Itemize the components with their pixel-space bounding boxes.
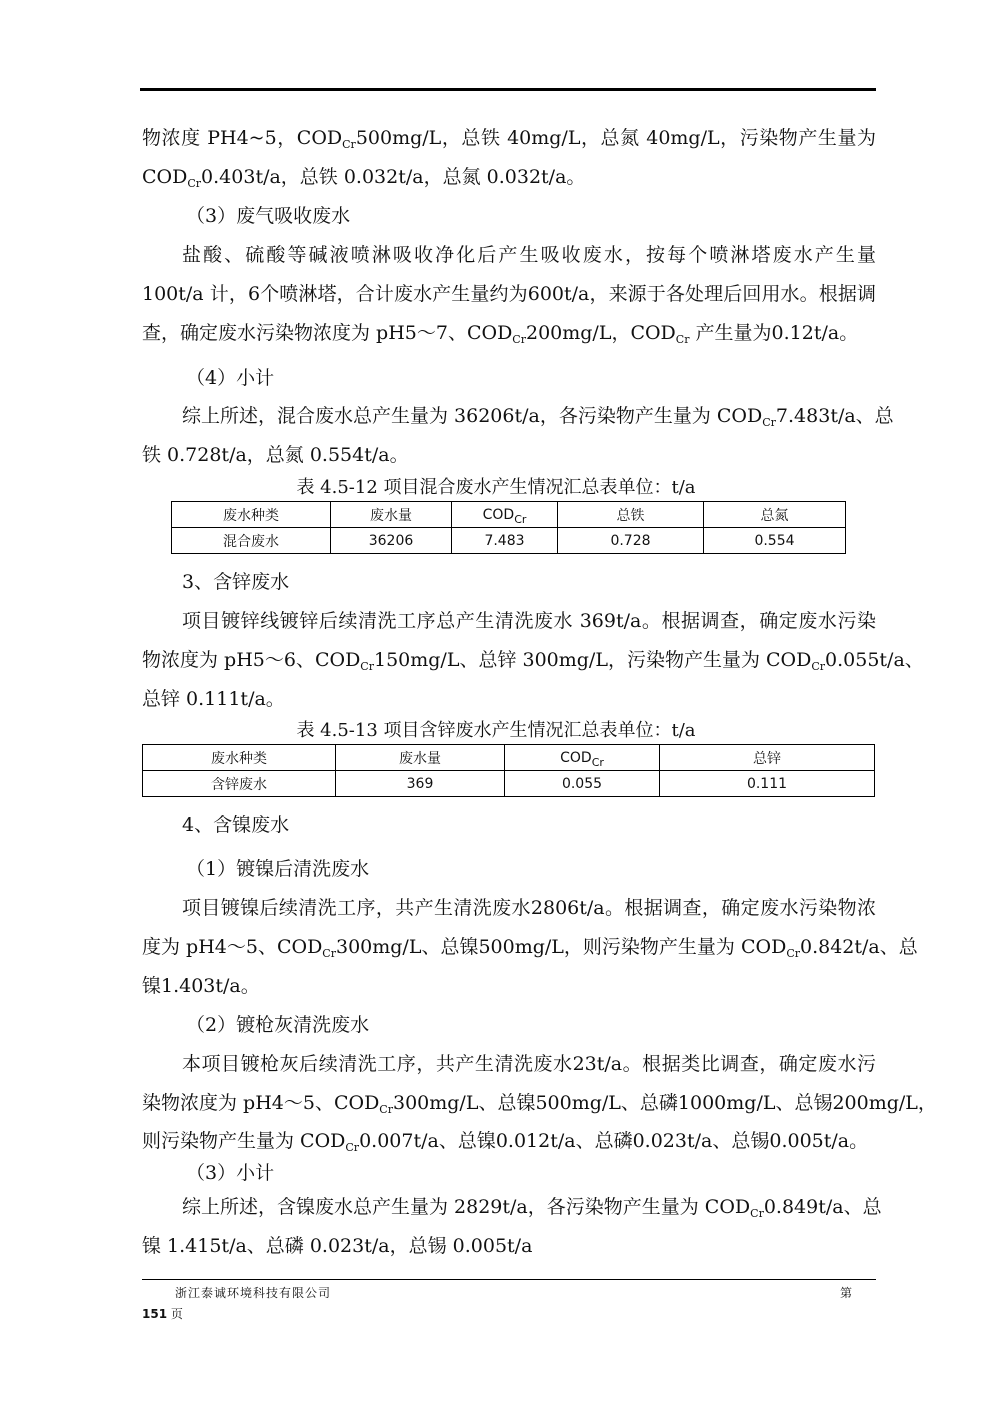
header-cell: 总锌 (660, 745, 875, 771)
header-cell: 总铁 (558, 502, 704, 528)
text-line: 项目镀镍后续清洗工序，共产生清洗废水2806t/a。根据调查，确定废水污染物浓 (182, 897, 876, 919)
text-line: 项目镀锌线镀锌后续清洗工序总产生清洗废水 369t/a。根据调查，确定废水污染 (182, 610, 876, 632)
header-cell: 废水量 (331, 502, 452, 528)
header-cell: 废水种类 (172, 502, 331, 528)
mixed-wastewater-table (171, 501, 846, 554)
header-cell: 废水量 (336, 745, 505, 771)
header-cell: 总氮 (704, 502, 846, 528)
text-line: 总锌 0.111t/a。 (142, 688, 285, 710)
table-cell: 7.483 (452, 528, 558, 554)
table-cell: 0.554 (704, 528, 846, 554)
table-header-row (143, 745, 875, 771)
table-cell: 0.728 (558, 528, 704, 554)
section-heading: （1）镀镍后清洗废水 (186, 858, 370, 880)
table-header-row (172, 502, 846, 528)
text-line: 100t/a 计，6个喷淋塔，合计废水产生量约为600t/a，来源于各处理后回用水。根据调 (142, 283, 876, 305)
text-line: 度为 pH4～5、$COD_{Cr}300mg/L$、总镍500mg/L，则污染物产生量为 $COD_{Cr}0.842t/a$、总 (142, 936, 918, 960)
footer-page-prefix: 第 (840, 1286, 853, 1300)
text-line: 物浓度为 pH5～6、$COD_{Cr}150mg/L$、总锌 300mg/L，污染物产生量为 $COD_{Cr}0.055t/a$、 (142, 649, 924, 673)
section-heading: 4、含镍废水 (182, 814, 290, 836)
table-cell: 含锌废水 (143, 771, 336, 797)
text-line: 染物浓度为 pH4～5、$COD_{Cr}300mg/L$、总镍500mg/L、总磷1000mg/L、总锡200mg/L， (142, 1092, 937, 1116)
table-row (172, 528, 846, 554)
text-line: $COD_{Cr}0.403t/a$，总铁 0.032t/a，总氮 0.032t/a。 (142, 166, 586, 190)
text-line: 查，确定废水污染物浓度为 pH5～7、$COD_{Cr}200mg/L$，$COD_{Cr}$ 产生量为0.12t/a。 (142, 322, 859, 346)
table-cell: 混合废水 (172, 528, 331, 554)
footer-page-number: 151 页 (142, 1307, 183, 1321)
section-heading: （3）废气吸收废水 (186, 205, 351, 227)
text-line: 铁 0.728t/a，总氮 0.554t/a。 (142, 444, 409, 466)
text-line: 镍 1.415t/a、总磷 0.023t/a，总锡 0.005t/a (142, 1235, 533, 1257)
section-heading: （4）小计 (186, 367, 275, 389)
section-heading: （2）镀枪灰清洗废水 (186, 1014, 370, 1036)
header-cell: 废水种类 (143, 745, 336, 771)
table-caption: 表 4.5-13 项目含锌废水产生情况汇总表单位：t/a (296, 720, 696, 741)
table-cell: 0.111 (660, 771, 875, 797)
text-line: 盐酸、硫酸等碱液喷淋吸收净化后产生吸收废水，按每个喷淋塔废水产生量 (182, 244, 876, 266)
text-line: 综上所述，含镍废水总产生量为 2829t/a，各污染物产生量为 $COD_{Cr}0.849t/a$、总 (182, 1196, 882, 1220)
section-heading: （3）小计 (186, 1162, 275, 1184)
footer-rule (142, 1279, 876, 1280)
text-line: 本项目镀枪灰后续清洗工序，共产生清洗废水23t/a。根据类比调查，确定废水污 (182, 1053, 876, 1075)
table-cell: 0.055 (505, 771, 660, 797)
table-caption: 表 4.5-12 项目混合废水产生情况汇总表单位：t/a (296, 477, 696, 498)
table-cell: 369 (336, 771, 505, 797)
section-heading: 3、含锌废水 (182, 571, 290, 593)
table-cell: 36206 (331, 528, 452, 554)
header-cell: $COD_{Cr}$ (452, 502, 558, 528)
text-line: 综上所述，混合废水总产生量为 36206t/a，各污染物产生量为 $COD_{Cr}7.483t/a$、总 (182, 405, 894, 429)
text-line: 镍1.403t/a。 (142, 975, 260, 997)
text-line: 则污染物产生量为 $COD_{Cr}0.007t/a$、总镍0.012t/a、总磷0.023t/a、总锡0.005t/a。 (142, 1130, 869, 1154)
table-row (143, 771, 875, 797)
text-line: 物浓度 PH4~5，$COD_{Cr}500mg/L$，总铁 40mg/L，总氮 40mg/L，污染物产生量为 (142, 127, 876, 151)
zinc-wastewater-table (142, 744, 875, 797)
header-cell: $COD_{Cr}$ (505, 745, 660, 771)
footer-company: 浙江泰诚环境科技有限公司 (175, 1286, 332, 1300)
header-rule (140, 88, 876, 91)
